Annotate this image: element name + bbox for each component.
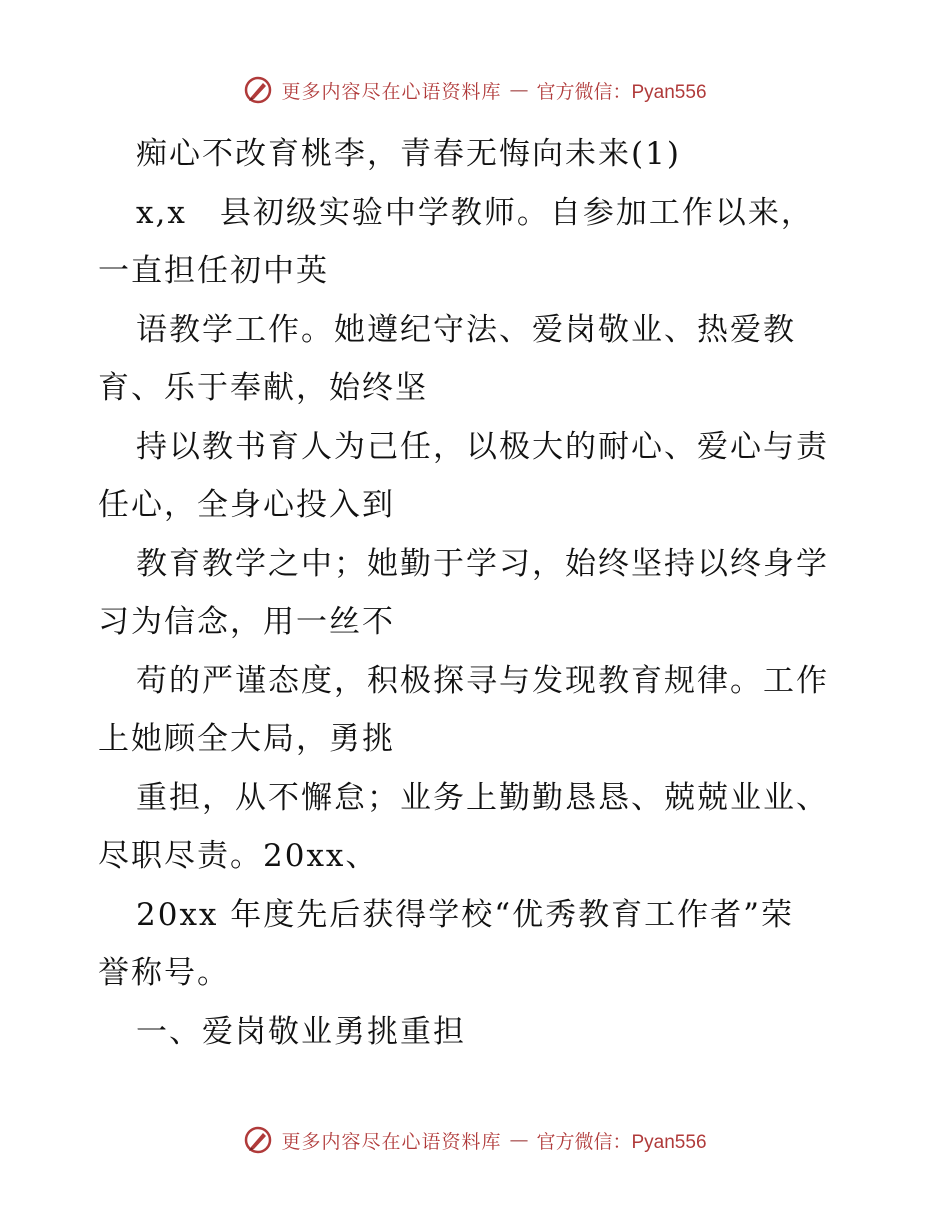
footer-watermark [0,1120,950,1160]
text-line: 痴心不改育桃李，青春无悔向未来(1) [136,136,681,172]
pen-logo-icon [243,1125,273,1155]
watermark-separator: — [509,79,529,101]
document-body [98,125,858,1061]
text-line: 习为信念，用一丝不 [98,604,395,640]
text-line: 上她顾全大局，勇挑 [98,721,395,757]
text-line: 一直担任初中英 [98,253,329,289]
text-line: 任心，全身心投入到 [98,487,395,523]
text-line: 育、乐于奉献，始终坚 [98,370,428,406]
text-line: 誉称号。 [98,955,230,991]
header-watermark [0,70,950,110]
text-line: 一、爱岗敬业勇挑重担 [136,1013,466,1050]
text-line: 教育教学之中；她勤于学习，始终坚持以终身学 [136,545,829,582]
watermark-text: 更多内容尽在心语资料库 [281,1130,502,1153]
text-line: 重担，从不懈怠；业务上勤勤恳恳、兢兢业业、 [136,779,829,816]
watermark-text: 更多内容尽在心语资料库 [281,80,502,103]
text-line: 持以教书育人为己任，以极大的耐心、爱心与责 [136,428,829,465]
text-line: x,x 县初级实验中学教师。自参加工作以来， [136,194,814,231]
text-line: 尽职尽责。20xx、 [98,838,379,874]
text-line: 20xx 年度先后获得学校“优秀教育工作者”荣 [136,896,794,933]
watermark-separator: — [509,1129,529,1151]
pen-logo-icon [243,75,273,105]
watermark-wechat: 官方微信：Pyan556 [536,81,707,103]
watermark-wechat: 官方微信：Pyan556 [536,1131,707,1153]
text-line: 苟的严谨态度，积极探寻与发现教育规律。工作 [136,662,829,699]
text-line: 语教学工作。她遵纪守法、爱岗敬业、热爱教 [136,311,796,348]
